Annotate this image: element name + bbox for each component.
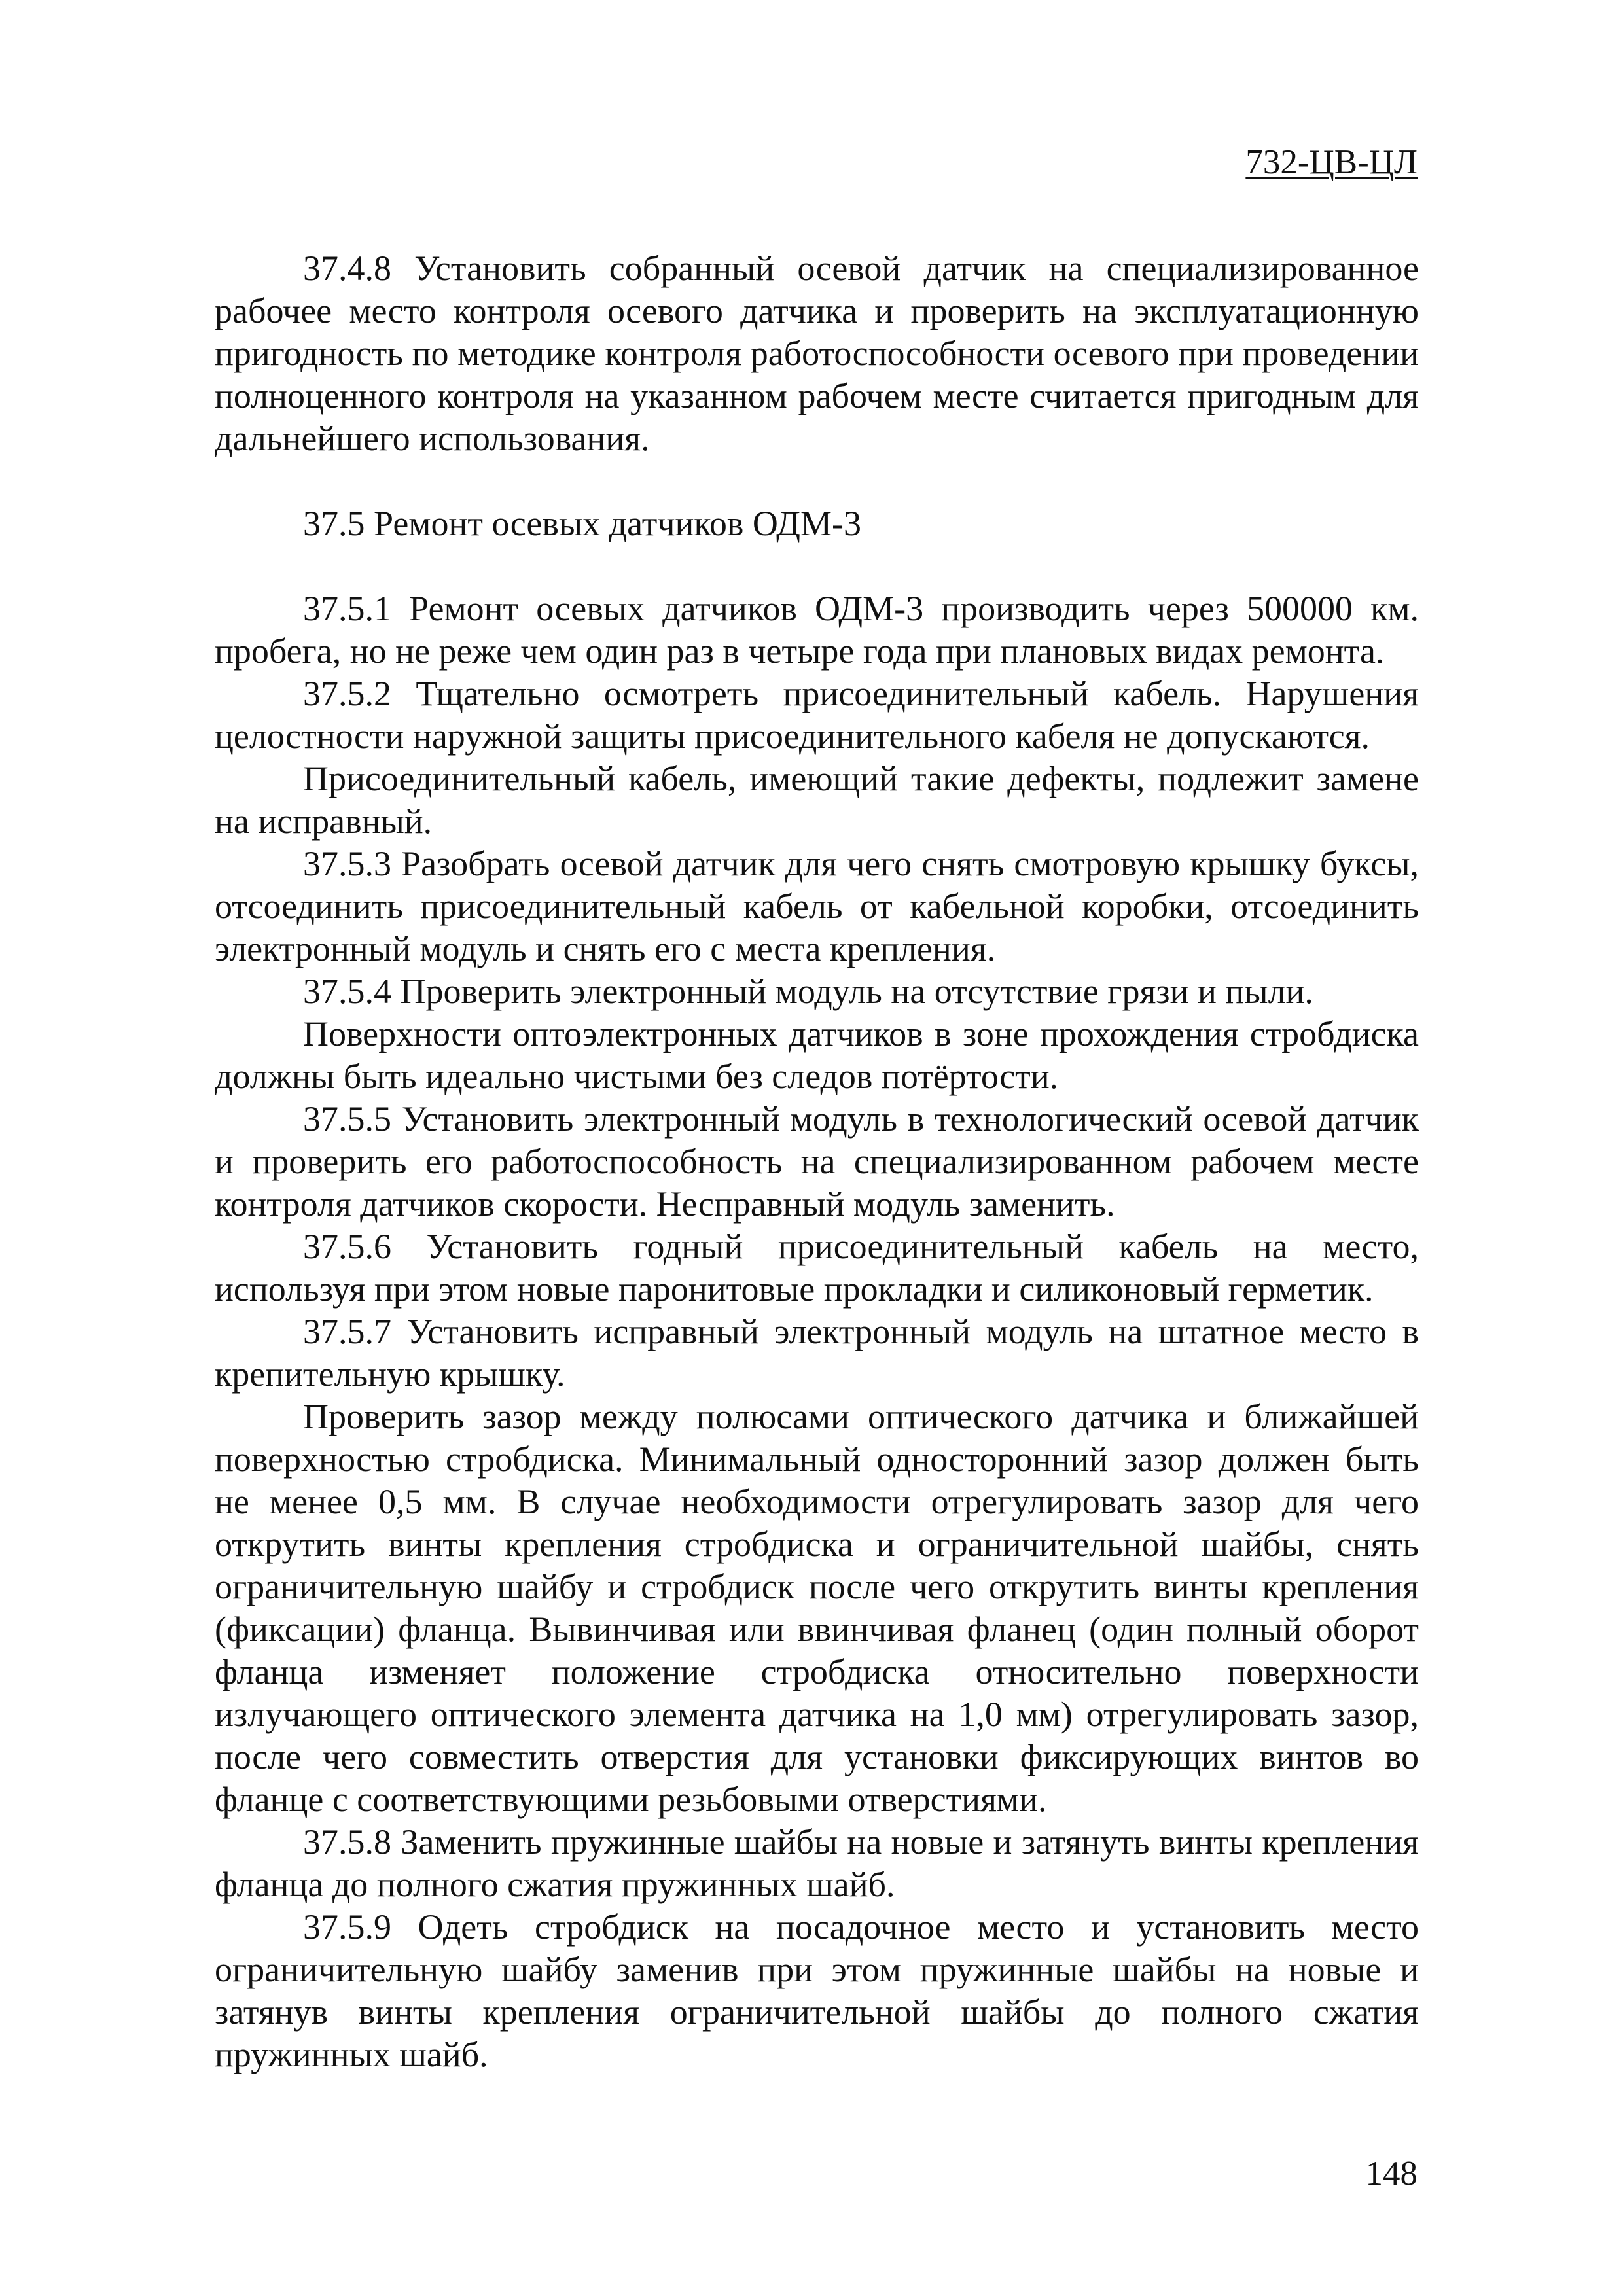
document-body [215,247,1419,2076]
paragraph-37-5-8: 37.5.8 Заменить пружинные шайбы на новые и затянуть винты крепления фланца до полного сжатия пружинных шайб. [215,1822,1419,1904]
paragraph-37-5-2: 37.5.2 Тщательно осмотреть присоединительный кабель. Нарушения целостности наружной защиты присоединительного кабеля не допускаются. [215,674,1419,756]
paragraph-37-5-9: 37.5.9 Одеть стробдиск на посадочное место и установить место ограничительную шайбу заменив при этом пружинные шайбы на новые и затянув винты крепления ограничительной шайбы до полного сжатия пружинных шайб. [215,1907,1419,2074]
paragraph-37-5-3: 37.5.3 Разобрать осевой датчик для чего снять смотровую крышку буксы, отсоединить присоединительный кабель от кабельной коробки, отсоединить электронный модуль и снять его с места крепления. [215,844,1419,968]
paragraph-37-5-7-cont: Проверить зазор между полюсами оптического датчика и ближайшей поверхностью стробдиска. Минимальный односторонний зазор должен быть не менее 0,5 мм. В случае необходимости отрегулировать зазор для чего открутить винты крепления стробдиска и ограничительной шайбы, снять ограничительную шайбу и стробдиск после чего открутить винты крепления (фиксации) фланца. Вывинчивая или ввинчивая фланец (один полный оборот фланца изменяет положение стробдиска относительно поверхности излучающего оптического элемента датчика на 1,0 мм) отрегулировать зазор, после чего совместить отверстия для установки фиксирующих винтов во фланце с соответствующими резьбовыми отверстиями. [215,1397,1419,1819]
section-heading-37-5: 37.5 Ремонт осевых датчиков ОДМ-3 [303,504,862,543]
paragraph-37-5-4-cont: Поверхности оптоэлектронных датчиков в зоне прохождения стробдиска должны быть идеально чистыми без следов потёртости. [215,1014,1419,1096]
paragraph-37-4-8: 37.4.8 Установить собранный осевой датчик на специализированное рабочее место контроля осевого датчика и проверить на эксплуатационную пригодность по методике контроля работоспособности осевого при проведении полноценного контроля на указанном рабочем месте считается пригодным для дальнейшего использования. [215,249,1419,458]
paragraph-37-5-1: 37.5.1 Ремонт осевых датчиков ОДМ-3 производить через 500000 км. пробега, но не реже чем один раз в четыре года при плановых видах ремонта. [215,589,1419,671]
page-number: 148 [1365,2155,1418,2193]
paragraph-37-5-6: 37.5.6 Установить годный присоединительный кабель на место, используя при этом новые паронитовые прокладки и силиконовый герметик. [215,1227,1419,1309]
paragraph-37-5-5: 37.5.5 Установить электронный модуль в технологический осевой датчик и проверить его работоспособность на специализированном рабочем месте контроля датчиков скорости. Несправный модуль заменить. [215,1099,1419,1224]
document-code: 732-ЦВ-ЦЛ [1245,143,1418,181]
paragraph-37-5-4: 37.5.4 Проверить электронный модуль на отсутствие грязи и пыли. [303,972,1313,1011]
paragraph-37-5-2-cont: Присоединительный кабель, имеющий такие дефекты, подлежит замене на исправный. [215,759,1419,841]
paragraph-37-5-7: 37.5.7 Установить исправный электронный модуль на штатное место в крепительную крышку. [215,1312,1419,1394]
